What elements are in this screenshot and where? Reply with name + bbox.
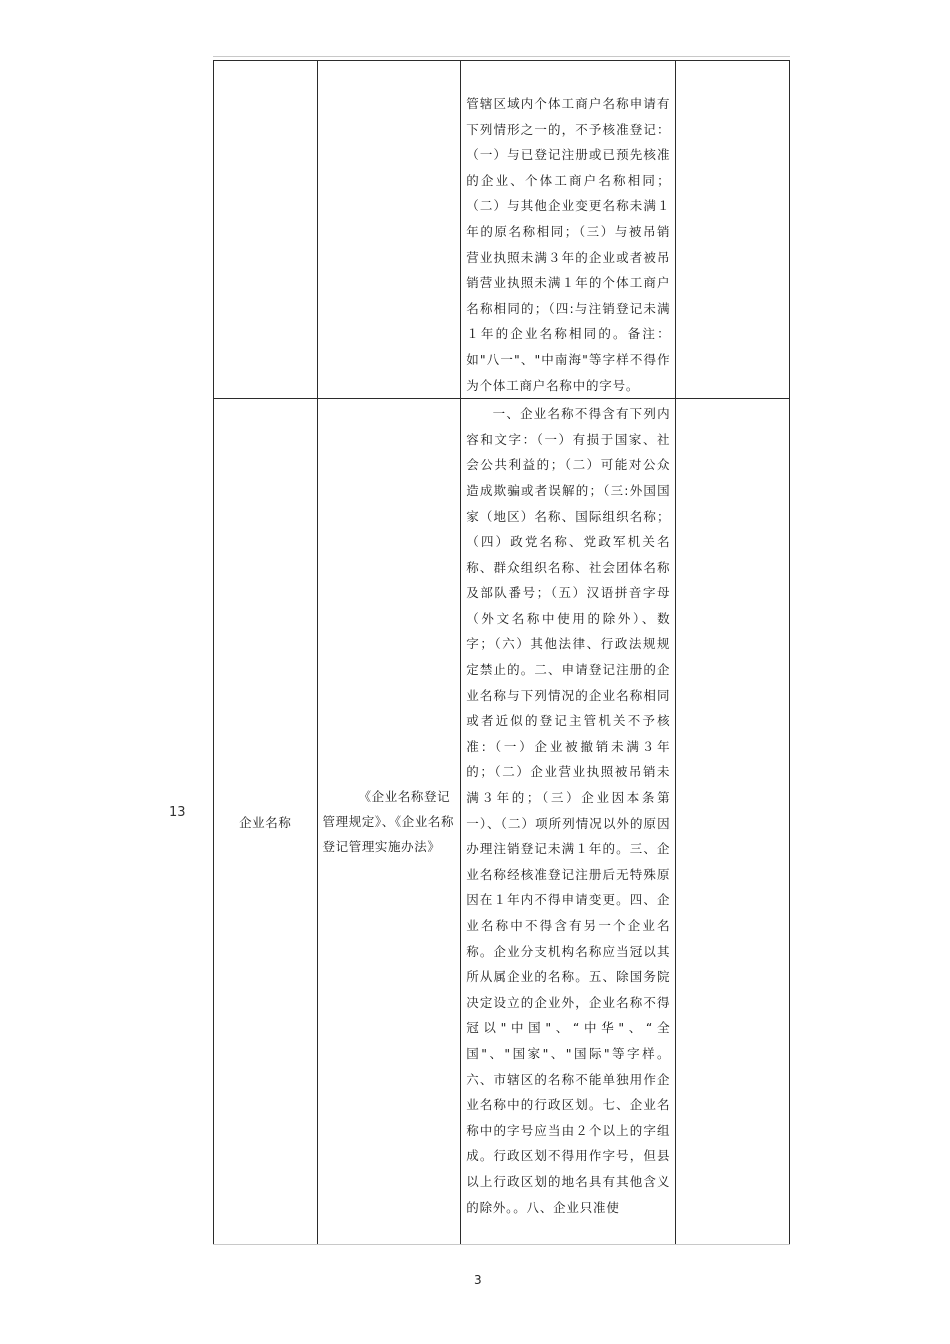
- content-cell: [461, 61, 676, 399]
- name-cell: [214, 61, 318, 399]
- table-row: [214, 399, 790, 1245]
- content-text: 管辖区域内个体工商户名称申请有下列情形之一的，不予核准登记：（一）与已登记注册或已预先核准的企业、个体工商户名称相同；（二）与其他企业变更名称未满１年的原名称相同；（三）与被吊销营业执照未满３年的企业或者被吊销营业执照未满１年的个体工商户名称相同的；（四:与注销登记未满１年的企业名称相同的。备注：如"八一"、"中南海"等字样不得作为个体工商户名称中的字号。: [466, 96, 671, 393]
- row-number: 13: [169, 805, 186, 820]
- basis-cell: [317, 399, 461, 1245]
- name-cell: [214, 399, 318, 1245]
- enterprise-name-label: 企业名称: [239, 814, 292, 830]
- content-cell: [461, 399, 676, 1245]
- regulation-table: [213, 60, 790, 1245]
- remark-cell: [676, 61, 790, 399]
- remark-cell: [676, 399, 790, 1245]
- basis-cell: [317, 61, 461, 399]
- legal-basis-text: 《企业名称登记管理规定》、《企业名称登记管理实施办法》: [322, 789, 455, 855]
- table-row: [214, 61, 790, 399]
- table-bottom-border: [213, 1244, 790, 1245]
- page-number: 3: [474, 1273, 482, 1287]
- table-top-border: [213, 56, 790, 57]
- content-text: 一、企业名称不得含有下列内容和文字：（一）有损于国家、社会公共利益的；（二）可能对公众造成欺骗或者误解的；（三:外国国家（地区）名称、国际组织名称；（四）政党名称、党政军机关名称、群众组织名称、社会团体名称及部队番号；（五）汉语拼音字母（外文名称中使用的除外）、数字；（六）其他法律、行政法规规定禁止的。二、申请登记注册的企业名称与下列情况的企业名称相同或者近似的登记主管机关不予核准:（一）企业被撤销未满３年的；（二）企业营业执照被吊销未满３年的；（三）企业因本条第一）、（二）项所列情况以外的原因办理注销登记未满１年的。三、企业名称经核准登记注册后无特殊原因在１年内不得申请变更。四、企业名称中不得含有另一个企业名称。企业分支机构名称应当冠以其所从属企业的名称。五、除国务院决定设立的企业外，企业名称不得冠以"中国"、“中华"、“全国"、"国家"、"国际"等字样。六、市辖区的名称不能单独用作企业名称中的行政区划。七、企业名称中的字号应当由２个以上的字组成。行政区划不得用作字号，但县以上行政区划的地名具有其他含义的除外。。八、企业只准使: [466, 406, 671, 1215]
